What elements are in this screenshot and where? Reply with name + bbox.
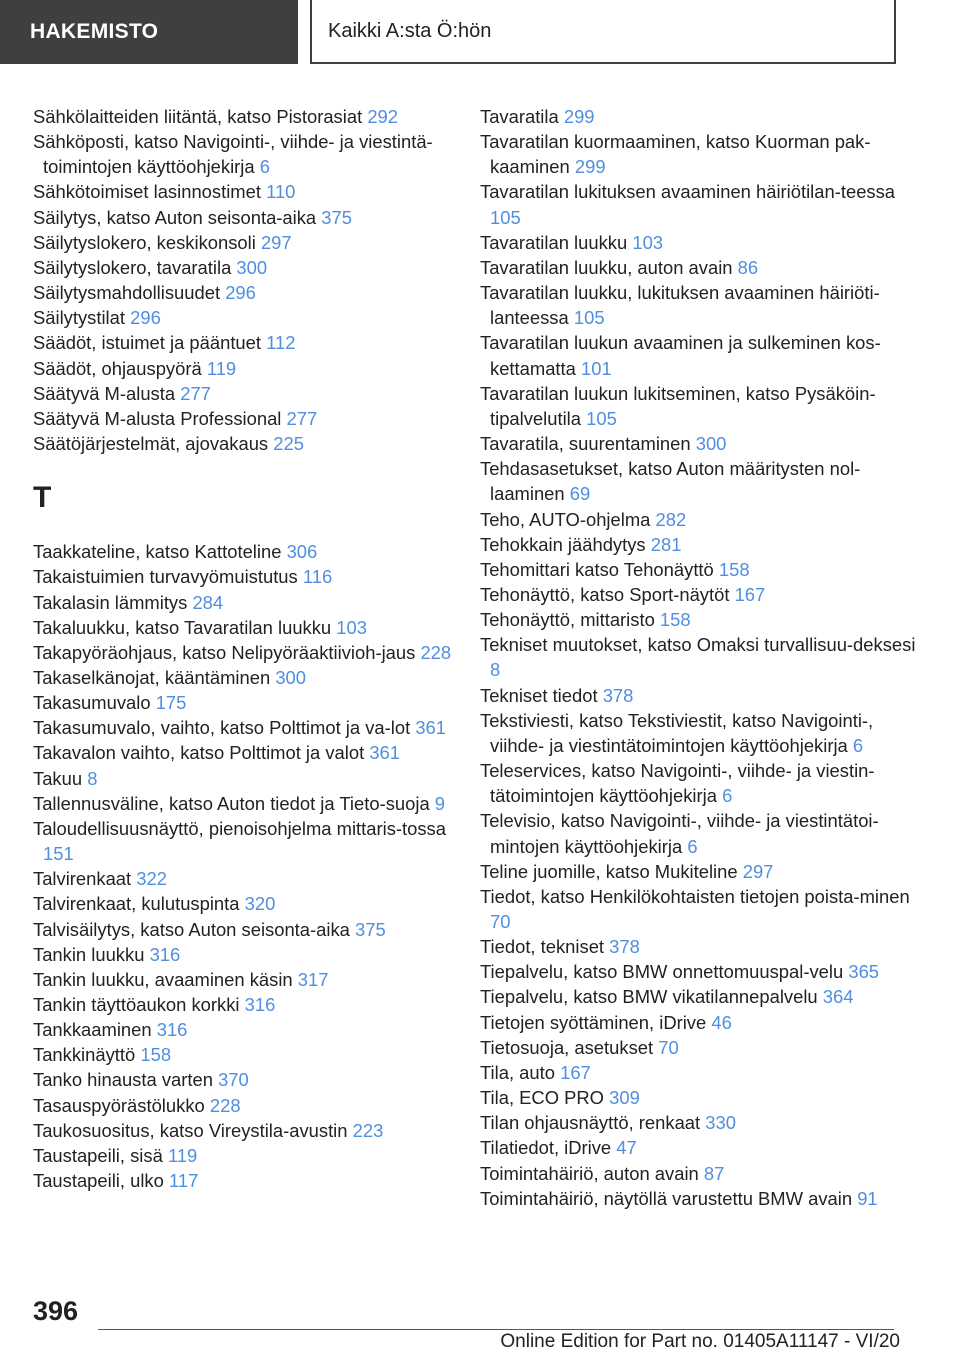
index-entry-text: Tila, auto bbox=[480, 1061, 555, 1083]
index-entry-text: Taloudellisuusnäyttö, pienoisohjelma mittaris-tossa bbox=[33, 817, 446, 839]
page-header bbox=[0, 0, 960, 66]
index-entry bbox=[33, 816, 453, 866]
index-entry-text: Sähkötoimiset lasinnostimet bbox=[33, 181, 261, 203]
index-entry-text: Säätöjärjestelmät, ajovakaus bbox=[33, 433, 269, 455]
page-link[interactable]: 297 bbox=[742, 860, 774, 882]
index-entry-text: Takaselkänojat, kääntäminen bbox=[33, 666, 271, 688]
page-link[interactable]: 299 bbox=[563, 106, 595, 127]
index-entry bbox=[480, 230, 925, 255]
index-entry bbox=[33, 1168, 453, 1193]
page-link[interactable]: 151 bbox=[43, 843, 74, 865]
index-entry-text: Toimintahäiriö, näytöllä varustettu BMW avain bbox=[480, 1187, 853, 1209]
index-entry bbox=[33, 305, 453, 330]
index-entry bbox=[480, 758, 925, 808]
index-entry bbox=[480, 607, 925, 632]
index-entry bbox=[33, 179, 453, 204]
index-entry-text: Tiepalvelu, katso BMW onnettomuuspal-velu bbox=[480, 961, 844, 983]
page-link[interactable]: 69 bbox=[569, 483, 591, 505]
page-link[interactable]: 105 bbox=[573, 307, 605, 329]
page-link[interactable]: 158 bbox=[140, 1044, 172, 1066]
page-link[interactable]: 91 bbox=[857, 1187, 878, 1209]
page-link[interactable]: 158 bbox=[659, 609, 691, 631]
index-entry bbox=[480, 532, 925, 557]
index-entry-text: Tanko hinausta varten bbox=[33, 1069, 213, 1091]
index-entry bbox=[33, 1143, 453, 1168]
index-entry bbox=[480, 330, 925, 380]
index-entry-text: Tiedot, katso Henkilökohtaisten tietojen poista-minen bbox=[480, 885, 910, 907]
index-entry bbox=[33, 640, 453, 665]
index-letter-heading: T bbox=[33, 481, 52, 515]
index-entry-text: Tehonäyttö, katso Sport-näytöt bbox=[480, 583, 730, 605]
index-entry bbox=[33, 539, 453, 564]
page-link[interactable]: 316 bbox=[156, 1019, 188, 1041]
index-entry-text: Tavaratilan lukituksen avaaminen häiriötilan-teessa bbox=[480, 181, 896, 203]
page-link[interactable]: 70 bbox=[490, 911, 511, 932]
index-entry-text: Sähkölaitteiden liitäntä, katso Pistorasiat bbox=[33, 106, 363, 127]
index-entry bbox=[480, 557, 925, 582]
index-entry bbox=[480, 1010, 925, 1035]
page-link[interactable]: 101 bbox=[581, 357, 612, 379]
index-entry bbox=[33, 564, 453, 589]
footer-divider bbox=[98, 1329, 894, 1330]
index-group-s bbox=[33, 104, 453, 456]
section-subtitle: Kaikki A:sta Ö:hön bbox=[310, 0, 896, 64]
index-entry-text: Säilytysmahdollisuudet bbox=[33, 282, 221, 304]
index-entry-text: Tehdasasetukset, katso Auton määritysten nol-laaminen bbox=[480, 458, 861, 505]
index-entry bbox=[33, 1042, 453, 1067]
index-entry bbox=[33, 791, 453, 816]
index-entry-text: Takapyöräohjaus, katso Nelipyöräaktiivioh-jaus bbox=[33, 641, 416, 663]
page-link[interactable]: 292 bbox=[367, 106, 398, 127]
index-entry bbox=[480, 104, 925, 129]
index-entry bbox=[480, 507, 925, 532]
index-entry bbox=[33, 967, 453, 992]
index-entry bbox=[33, 255, 453, 280]
index-entry-text: Teleservices, katso Navigointi-, viihde- ja viestin-tätoimintojen käyttöohjekirja bbox=[480, 760, 875, 807]
index-entry bbox=[480, 984, 925, 1009]
page-link[interactable]: 8 bbox=[87, 767, 98, 789]
page-link[interactable]: 322 bbox=[136, 868, 167, 890]
page-link[interactable]: 46 bbox=[711, 1011, 732, 1033]
index-entry-text: Takasumuvalo bbox=[33, 692, 151, 714]
page-link[interactable]: 103 bbox=[632, 231, 664, 253]
page-link[interactable]: 370 bbox=[218, 1069, 249, 1091]
page-link[interactable]: 296 bbox=[225, 282, 256, 304]
index-entry bbox=[33, 356, 453, 381]
index-entry bbox=[33, 766, 453, 791]
index-entry-text: Tankin luukku, avaaminen käsin bbox=[33, 968, 293, 990]
index-entry bbox=[33, 715, 453, 740]
page-link[interactable]: 316 bbox=[149, 943, 181, 965]
index-entry bbox=[480, 431, 925, 456]
page-link[interactable]: 375 bbox=[321, 206, 352, 228]
index-entry-text: Talvisäilytys, katso Auton seisonta-aika bbox=[33, 918, 350, 940]
index-entry bbox=[480, 632, 925, 682]
index-entry bbox=[480, 959, 925, 984]
index-entry-text: Tiedot, tekniset bbox=[480, 936, 605, 958]
index-entry bbox=[33, 1118, 453, 1143]
page-link[interactable]: 277 bbox=[286, 407, 318, 429]
page-link[interactable]: 6 bbox=[259, 156, 270, 178]
index-entry-text: Takasumuvalo, vaihto, katso Polttimot ja va-lot bbox=[33, 717, 411, 739]
index-entry bbox=[33, 431, 453, 456]
index-entry-text: Säätyvä M-alusta Professional bbox=[33, 407, 282, 429]
page-link[interactable]: 316 bbox=[244, 994, 276, 1015]
index-entry bbox=[480, 859, 925, 884]
index-entry bbox=[33, 330, 453, 355]
page-link[interactable]: 375 bbox=[355, 918, 386, 940]
index-entry bbox=[33, 406, 453, 431]
index-entry-text: Säilytyslokero, keskikonsoli bbox=[33, 231, 256, 253]
index-entry bbox=[33, 740, 453, 765]
page-link[interactable]: 6 bbox=[722, 785, 733, 807]
index-entry bbox=[480, 1135, 925, 1160]
index-entry-text: Takaluukku, katso Tavaratilan luukku bbox=[33, 616, 332, 638]
index-entry-text: Tavaratilan luukku bbox=[480, 231, 628, 253]
page-link[interactable]: 306 bbox=[286, 541, 318, 563]
page-link[interactable]: 317 bbox=[297, 968, 329, 990]
index-entry-text: Toimintahäiriö, auton avain bbox=[480, 1162, 699, 1184]
index-entry-text: Takuu bbox=[33, 767, 83, 789]
index-entry-text: Tietosuoja, asetukset bbox=[480, 1036, 654, 1058]
index-column-left bbox=[33, 104, 453, 1193]
page-link[interactable]: 228 bbox=[209, 1094, 241, 1116]
edition-info: Online Edition for Part no. 01405A11147 - VI/20 bbox=[500, 1331, 900, 1352]
page-link[interactable]: 320 bbox=[244, 893, 276, 915]
section-tab: HAKEMISTO bbox=[0, 0, 298, 64]
index-entry bbox=[480, 280, 925, 330]
page-link[interactable]: 119 bbox=[206, 357, 237, 379]
page-link[interactable]: 119 bbox=[167, 1144, 198, 1166]
page-link[interactable]: 361 bbox=[369, 742, 401, 764]
index-entry-text: Tankin täyttöaukon korkki bbox=[33, 994, 240, 1015]
page-link[interactable]: 299 bbox=[574, 156, 606, 178]
index-entry bbox=[480, 1186, 925, 1211]
page-link[interactable]: 8 bbox=[490, 659, 501, 681]
index-entry-text: Tilatiedot, iDrive bbox=[480, 1137, 612, 1159]
index-entry bbox=[33, 891, 453, 916]
page-link[interactable]: 110 bbox=[266, 181, 296, 203]
index-entry bbox=[33, 129, 453, 179]
page-link[interactable]: 175 bbox=[155, 692, 187, 714]
index-entry bbox=[480, 1110, 925, 1135]
page-link[interactable]: 277 bbox=[180, 382, 211, 404]
index-entry bbox=[33, 665, 453, 690]
page-link[interactable]: 300 bbox=[275, 666, 306, 688]
index-entry bbox=[33, 205, 453, 230]
index-entry-text: Tavaratilan kuormaaminen, katso Kuorman pak-kaaminen bbox=[480, 131, 871, 178]
index-entry-text: Talvirenkaat, kulutuspinta bbox=[33, 893, 240, 915]
index-entry-text: Tietojen syöttäminen, iDrive bbox=[480, 1011, 707, 1033]
page-link[interactable]: 284 bbox=[192, 591, 224, 613]
index-entry-text: Tavaratila bbox=[480, 106, 559, 127]
page-link[interactable]: 158 bbox=[718, 558, 750, 580]
page-link[interactable]: 364 bbox=[822, 986, 854, 1008]
index-entry-text: Säilytys, katso Auton seisonta-aika bbox=[33, 206, 317, 228]
index-entry-text: Televisio, katso Navigointi-, viihde- ja viestintätoi-mintojen käyttöohjekirja bbox=[480, 810, 879, 857]
index-entry bbox=[33, 866, 453, 891]
index-entry-text: Säätyvä M-alusta bbox=[33, 382, 176, 404]
index-entry-text: Tavaratilan luukun lukitseminen, katso Pysäköin-tipalvelutila bbox=[480, 382, 876, 429]
index-entry-text: Taustapeili, sisä bbox=[33, 1144, 163, 1166]
index-entry-text: Säilytystilat bbox=[33, 307, 125, 329]
page-link[interactable]: 361 bbox=[415, 717, 446, 739]
index-entry bbox=[33, 1067, 453, 1092]
index-entry bbox=[480, 1161, 925, 1186]
index-entry bbox=[33, 381, 453, 406]
page-link[interactable]: 105 bbox=[586, 407, 617, 429]
index-entry-text: Tekstiviesti, katso Tekstiviestit, katso Navigointi-, viihde- ja viestintätoimintojen käyttöohjekirja bbox=[480, 709, 874, 756]
page-link[interactable]: 228 bbox=[420, 641, 452, 663]
page-link[interactable]: 225 bbox=[273, 433, 304, 455]
index-entry-text: Tavaratilan luukun avaaminen ja sulkeminen kos-kettamatta bbox=[480, 332, 881, 379]
page-link[interactable]: 223 bbox=[352, 1119, 384, 1141]
index-entry-text: Teline juomille, katso Mukiteline bbox=[480, 860, 738, 882]
index-entry-text: Talvirenkaat bbox=[33, 868, 132, 890]
page-link[interactable]: 281 bbox=[650, 533, 682, 555]
index-entry bbox=[33, 917, 453, 942]
page-link[interactable]: 86 bbox=[737, 256, 759, 278]
page-link[interactable]: 103 bbox=[336, 616, 367, 638]
index-group-t-continued bbox=[480, 104, 925, 1211]
index-entry bbox=[480, 1085, 925, 1110]
index-entry-text: Tasauspyörästölukko bbox=[33, 1094, 205, 1116]
index-entry-text: Tekniset muutokset, katso Omaksi turvallisuu-deksesi bbox=[480, 634, 916, 656]
page-link[interactable]: 167 bbox=[560, 1061, 591, 1083]
index-entry bbox=[480, 456, 925, 506]
index-entry-text: Tallennusväline, katso Auton tiedot ja Tieto-suoja bbox=[33, 792, 430, 814]
index-entry-text: Säädöt, ohjauspyörä bbox=[33, 357, 202, 379]
index-entry-text: Taustapeili, ulko bbox=[33, 1170, 164, 1192]
index-entry-text: Takaistuimien turvavyömuistutus bbox=[33, 566, 298, 588]
page-link[interactable]: 6 bbox=[687, 835, 698, 857]
index-entry bbox=[480, 1060, 925, 1085]
index-entry-text: Takavalon vaihto, katso Polttimot ja valot bbox=[33, 742, 365, 764]
index-entry bbox=[33, 1017, 453, 1042]
index-entry-text: Takalasin lämmitys bbox=[33, 591, 188, 613]
index-entry-text: Tankin luukku bbox=[33, 943, 145, 965]
index-group-t bbox=[33, 539, 453, 1193]
index-entry-text: Tavaratila, suurentaminen bbox=[480, 433, 691, 455]
index-entry-text: Tavaratilan luukku, lukituksen avaaminen häiriöti-lanteessa bbox=[480, 282, 880, 329]
index-entry-text: Taakkateline, katso Kattoteline bbox=[33, 541, 282, 563]
page-link[interactable]: 167 bbox=[734, 583, 766, 605]
page-number: 396 bbox=[33, 1296, 79, 1326]
index-entry-text: Tankkaaminen bbox=[33, 1019, 152, 1041]
page-link[interactable]: 300 bbox=[236, 256, 268, 278]
page-link[interactable]: 70 bbox=[658, 1036, 679, 1058]
page-link[interactable]: 282 bbox=[655, 508, 687, 530]
page-link[interactable]: 300 bbox=[695, 433, 727, 455]
index-entry bbox=[480, 708, 925, 758]
page-link[interactable]: 116 bbox=[302, 566, 333, 588]
page-link[interactable]: 105 bbox=[490, 206, 521, 228]
index-entry bbox=[480, 381, 925, 431]
index-entry bbox=[480, 808, 925, 858]
page-link[interactable]: 6 bbox=[852, 734, 864, 756]
page-link[interactable]: 378 bbox=[602, 684, 634, 706]
index-entry bbox=[480, 582, 925, 607]
page-link[interactable]: 87 bbox=[703, 1162, 725, 1184]
index-entry bbox=[33, 1093, 453, 1118]
page-link[interactable]: 47 bbox=[616, 1137, 637, 1159]
index-entry bbox=[480, 934, 925, 959]
page-link[interactable]: 309 bbox=[609, 1087, 640, 1109]
index-entry bbox=[33, 992, 453, 1017]
index-entry-text: Tilan ohjausnäyttö, renkaat bbox=[480, 1112, 701, 1134]
index-entry-text: Tekniset tiedot bbox=[480, 684, 598, 706]
index-entry-text: Taukosuositus, katso Vireystila-avustin bbox=[33, 1119, 348, 1141]
index-entry bbox=[33, 280, 453, 305]
index-entry bbox=[33, 690, 453, 715]
index-entry bbox=[480, 683, 925, 708]
index-entry-text: Tila, ECO PRO bbox=[480, 1087, 604, 1109]
index-entry-text: Tankkinäyttö bbox=[33, 1044, 136, 1066]
page-link[interactable]: 330 bbox=[705, 1112, 736, 1134]
page-link[interactable]: 365 bbox=[848, 961, 880, 983]
index-entry bbox=[480, 1035, 925, 1060]
index-entry-text: Tavaratilan luukku, auton avain bbox=[480, 256, 733, 278]
index-entry bbox=[33, 104, 453, 129]
index-entry-text: Tiepalvelu, katso BMW vikatilannepalvelu bbox=[480, 986, 818, 1008]
page-link[interactable]: 117 bbox=[168, 1170, 199, 1192]
index-entry-text: Tehokkain jäähdytys bbox=[480, 533, 646, 555]
page-link[interactable]: 112 bbox=[266, 332, 296, 354]
index-entry bbox=[480, 179, 925, 229]
index-entry-text: Sähköposti, katso Navigointi-, viihde- ja viestintä-toimintojen käyttöohjekirja bbox=[33, 131, 433, 178]
index-entry-text: Teho, AUTO-ohjelma bbox=[480, 508, 651, 530]
page-link[interactable]: 378 bbox=[609, 936, 640, 958]
index-entry bbox=[480, 129, 925, 179]
index-entry-text: Säilytyslokero, tavaratila bbox=[33, 256, 232, 278]
index-entry-text: Tehonäyttö, mittaristo bbox=[480, 609, 655, 631]
index-entry bbox=[33, 615, 453, 640]
page-link[interactable]: 296 bbox=[130, 307, 161, 329]
index-entry-text: Säädöt, istuimet ja pääntuet bbox=[33, 332, 261, 354]
page-link[interactable]: 9 bbox=[434, 792, 446, 814]
index-entry bbox=[480, 884, 925, 934]
index-entry bbox=[33, 942, 453, 967]
index-entry bbox=[33, 230, 453, 255]
index-entry-text: Tehomittari katso Tehonäyttö bbox=[480, 558, 714, 580]
index-entry bbox=[480, 255, 925, 280]
page-link[interactable]: 297 bbox=[260, 231, 292, 253]
index-column-right bbox=[480, 104, 925, 1211]
index-entry bbox=[33, 590, 453, 615]
